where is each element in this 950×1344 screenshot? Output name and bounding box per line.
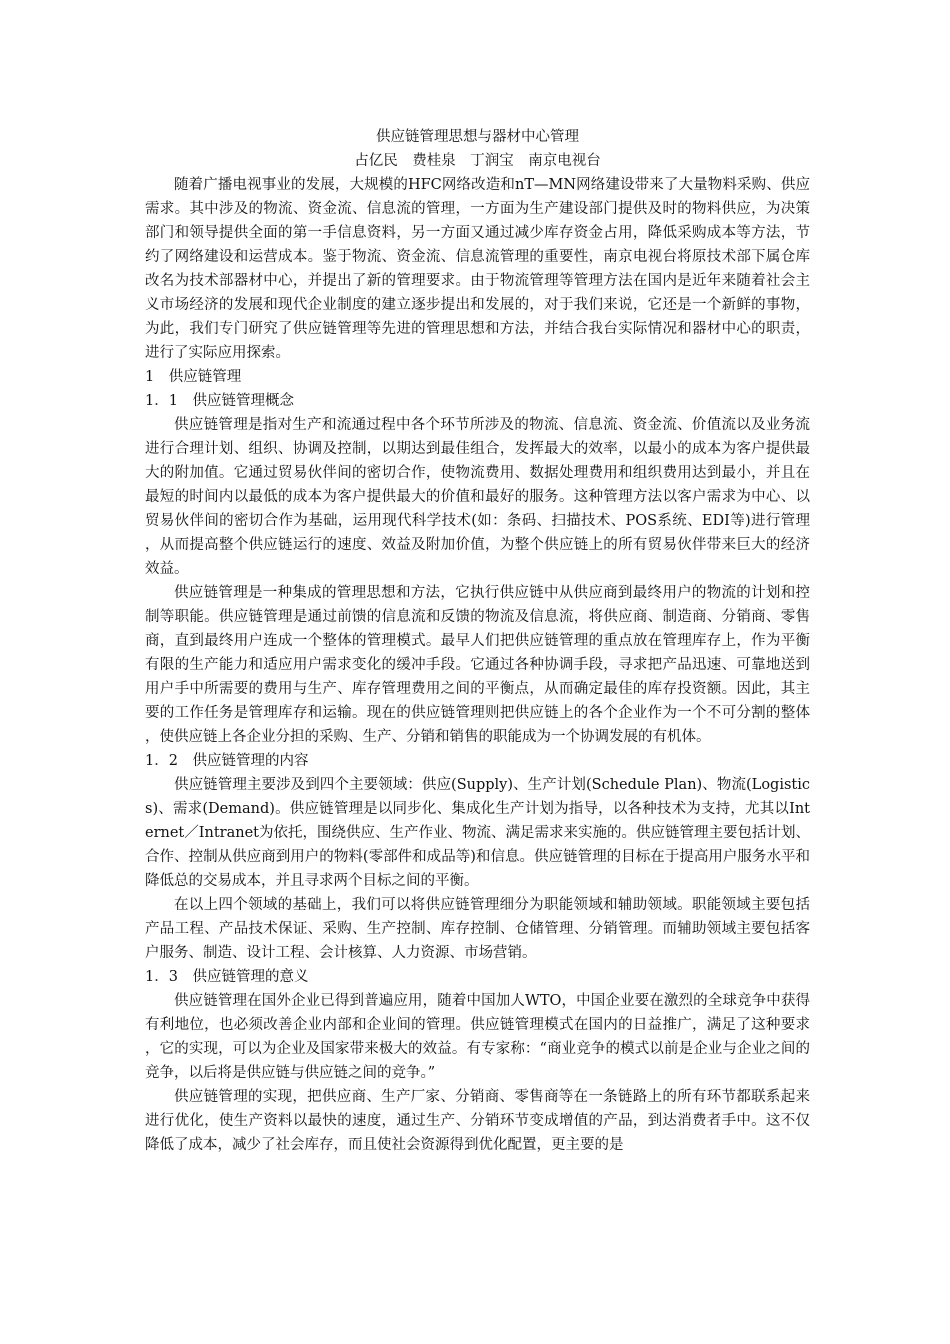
document-title: 供应链管理思想与器材中心管理 <box>376 129 579 145</box>
section-1-2-paragraph-1: 供应链管理主要涉及到四个主要领域：供应(Supply)、生产计划(Schedule Plan)、物流(Logistics)、需求(Demand)。供应链管理是以同步化、集成化生产计划为指导，以各种技术为支持，尤其以Internet／Intranet为依托，围绕供应、生产作业、物流、满足需求来实施的。供应链管理主要包括计划、合作、控制从供应商到用户的物料(零部件和成品等)和信息。供应链管理的目标在于提高用户服务水平和降低总的交易成本，并且寻求两个目标之间的平衡。 <box>145 777 810 889</box>
section-1-1-heading: 1．1 供应链管理概念 <box>145 393 294 409</box>
section-1-2-paragraph-2: 在以上四个领域的基础上，我们可以将供应链管理细分为职能领域和辅助领域。职能领域主要包括产品工程、产品技术保证、采购、生产控制、库存控制、仓储管理、分销管理。而辅助领域主要包括客户服务、制造、设计工程、会计核算、人力资源、市场营销。 <box>145 897 810 961</box>
section-1-3-paragraph-1: 供应链管理在国外企业已得到普遍应用，随着中国加人WTO，中国企业要在激烈的全球竞争中获得有利地位，也必须改善企业内部和企业间的管理。供应链管理模式在国内的日益推广，满足了这种要求，它的实现，可以为企业及国家带来极大的效益。有专家称：“商业竞争的模式以前是企业与企业之间的竞争，以后将是供应链与供应链之间的竞争。” <box>145 993 810 1081</box>
section-1-heading: 1 供应链管理 <box>145 369 242 385</box>
section-1-1-paragraph-1: 供应链管理是指对生产和流通过程中各个环节所涉及的物流、信息流、资金流、价值流以及业务流进行合理计划、组织、协调及控制，以期达到最佳组合，发挥最大的效率，以最小的成本为客户提供最大的附加值。它通过贸易伙伴间的密切合作，使物流费用、数据处理费用和组织费用达到最小，并且在最短的时间内以最低的成本为客户提供最大的价值和最好的服务。这种管理方法以客户需求为中心、以贸易伙伴间的密切合作为基础，运用现代科学技术(如：条码、扫描技术、POS系统、EDI等)进行管理，从而提高整个供应链运行的速度、效益及附加价值，为整个供应链上的所有贸易伙伴带来巨大的经济效益。 <box>145 417 810 577</box>
section-1-1-paragraph-2: 供应链管理是一种集成的管理思想和方法，它执行供应链中从供应商到最终用户的物流的计划和控制等职能。供应链管理是通过前馈的信息流和反馈的物流及信息流，将供应商、制造商、分销商、零售商，直到最终用户连成一个整体的管理模式。最早人们把供应链管理的重点放在管理库存上，作为平衡有限的生产能力和适应用户需求变化的缓冲手段。它通过各种协调手段，寻求把产品迅速、可靠地送到用户手中所需要的费用与生产、库存管理费用之间的平衡点，从而确定最佳的库存投资额。因此，其主要的工作任务是管理库存和运输。现在的供应链管理则把供应链上的各个企业作为一个不可分割的整体，使供应链上各企业分担的采购、生产、分销和销售的职能成为一个协调发展的有机体。 <box>145 585 810 745</box>
document-page <box>145 125 810 1157</box>
section-1-2-heading: 1．2 供应链管理的内容 <box>145 753 309 769</box>
document-authors: 占亿民 费桂泉 丁润宝 南京电视台 <box>354 153 601 169</box>
section-1-3-paragraph-2: 供应链管理的实现，把供应商、生产厂家、分销商、零售商等在一条链路上的所有环节都联系起来进行优化，使生产资料以最快的速度，通过生产、分销环节变成增值的产品，到达消费者手中。这不仅降低了成本，减少了社会库存，而且使社会资源得到优化配置，更主要的是 <box>145 1089 810 1153</box>
section-1-3-heading: 1．3 供应链管理的意义 <box>145 969 309 985</box>
intro-paragraph: 随着广播电视事业的发展，大规模的HFC网络改造和nT—MN网络建设带来了大量物料采购、供应需求。其中涉及的物流、资金流、信息流的管理，一方面为生产建设部门提供及时的物料供应，为决策部门和领导提供全面的第一手信息资料，另一方面又通过减少库存资金占用，降低采购成本等方法，节约了网络建设和运营成本。鉴于物流、资金流、信息流管理的重要性，南京电视台将原技术部下属仓库改名为技术部器材中心，并提出了新的管理要求。由于物流管理等管理方法在国内是近年来随着社会主义市场经济的发展和现代企业制度的建立逐步提出和发展的，对于我们来说，它还是一个新鲜的事物，为此，我们专门研究了供应链管理等先进的管理思想和方法，并结合我台实际情况和器材中心的职责，进行了实际应用探索。 <box>145 177 810 361</box>
